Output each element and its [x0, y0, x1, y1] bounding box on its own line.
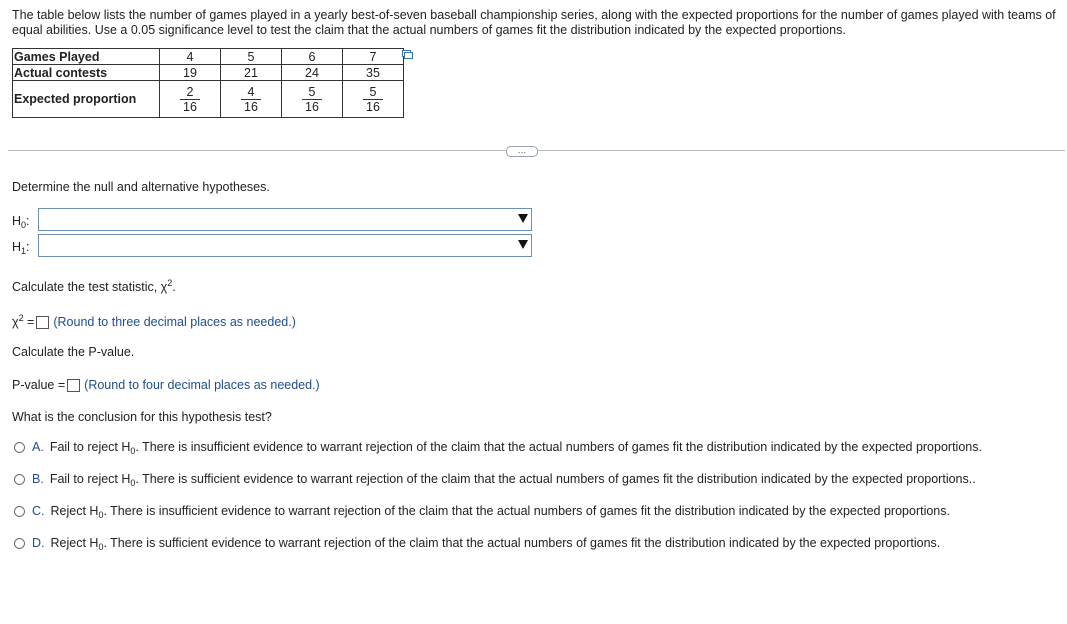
dropdown-arrow-icon: [518, 240, 528, 249]
actual-cell: 35: [343, 65, 404, 81]
p-value-prompt: Calculate the P-value.: [12, 345, 135, 359]
table-row-expected: [13, 81, 404, 118]
option-subscript: 0: [130, 478, 136, 488]
option-letter: A.: [32, 440, 44, 454]
fraction-numerator: 2: [180, 85, 200, 100]
h1-colon: :: [26, 240, 30, 254]
fraction: [302, 85, 322, 114]
h1-dropdown[interactable]: [38, 234, 532, 257]
radio-d[interactable]: [14, 538, 25, 549]
copy-data-icon[interactable]: [402, 50, 413, 59]
option-subscript: 0: [98, 510, 104, 520]
fraction-numerator: 4: [241, 85, 261, 100]
p-value-hint: (Round to four decimal places as needed.): [84, 378, 320, 392]
p-value-input[interactable]: [67, 379, 80, 392]
table-row-actual: [13, 65, 404, 81]
option-subscript: 0: [98, 542, 104, 552]
actual-cell: 21: [221, 65, 282, 81]
fraction: [180, 85, 200, 114]
chi-square-exponent: 2: [167, 278, 173, 288]
test-statistic-prompt-text: Calculate the test statistic, χ: [12, 280, 168, 294]
dropdown-arrow-icon: [518, 214, 528, 223]
fraction-denominator: 16: [244, 99, 258, 114]
fraction-denominator: 16: [305, 99, 319, 114]
p-value-row: [12, 378, 320, 392]
option-a[interactable]: [14, 440, 982, 456]
row-label-expected: Expected proportion: [13, 81, 160, 118]
row-label-games: Games Played: [13, 49, 160, 65]
option-text-pre: Fail to reject H: [49, 472, 131, 486]
option-b[interactable]: [14, 472, 976, 488]
h0-letter: H: [12, 214, 22, 228]
option-subscript: 0: [130, 446, 136, 456]
fraction-denominator: 16: [183, 99, 197, 114]
h1-subscript: 1: [21, 246, 27, 256]
h1-dropdown-toggle[interactable]: [515, 235, 531, 256]
games-cell: 7: [343, 49, 404, 65]
expected-cell: [160, 81, 221, 118]
p-value-label: P-value =: [12, 378, 66, 392]
problem-statement: The table below lists the number of games played in a yearly best-of-seven baseball championship series, along with the expected proportions for the number of games played with teams of equal abilities. Use a 0.05 significance level to test the claim that the actual numbers of games fit the distribution indicated by the expected proportions.: [12, 8, 1056, 37]
option-text-pre: Reject H: [50, 504, 99, 518]
radio-c[interactable]: [14, 506, 25, 517]
fraction-denominator: 16: [366, 99, 380, 114]
test-statistic-prompt: [12, 278, 176, 294]
chi-square-symbol: χ: [12, 315, 19, 329]
option-d[interactable]: [14, 536, 940, 552]
h1-label: [12, 240, 30, 256]
option-text-pre: Reject H: [50, 536, 99, 550]
fraction: [363, 85, 383, 114]
chi-square-equals: =: [23, 315, 35, 329]
option-text-pre: Fail to reject H: [49, 440, 131, 454]
fraction: [241, 85, 261, 114]
option-text-post: . There is insufficient evidence to warrant rejection of the claim that the actual numbers of games fit the distribution indicated by the expected proportions.: [135, 440, 982, 454]
games-cell: 5: [221, 49, 282, 65]
test-statistic-row: [12, 313, 296, 329]
games-cell: 6: [282, 49, 343, 65]
fraction-numerator: 5: [302, 85, 322, 100]
option-text-post: . There is insufficient evidence to warrant rejection of the claim that the actual numbers of games fit the distribution indicated by the expected proportions.: [103, 504, 950, 518]
option-c[interactable]: [14, 504, 950, 520]
hypotheses-prompt: Determine the null and alternative hypotheses.: [12, 180, 270, 194]
chi-square-label-exponent: 2: [18, 313, 24, 323]
games-table: [12, 48, 404, 118]
test-statistic-hint: (Round to three decimal places as needed.): [53, 315, 296, 329]
table-row-games: [13, 49, 404, 65]
test-statistic-input[interactable]: [36, 316, 49, 329]
h0-colon: :: [26, 214, 30, 228]
option-text-post: . There is sufficient evidence to warrant rejection of the claim that the actual numbers of games fit the distribution indicated by the expected proportions..: [135, 472, 976, 486]
conclusion-prompt: What is the conclusion for this hypothesis test?: [12, 410, 272, 424]
fraction-numerator: 5: [363, 85, 383, 100]
h0-label: [12, 214, 30, 230]
option-letter: C.: [32, 504, 45, 518]
option-letter: B.: [32, 472, 44, 486]
radio-a[interactable]: [14, 442, 25, 453]
h0-dropdown-toggle[interactable]: [515, 209, 531, 230]
radio-b[interactable]: [14, 474, 25, 485]
test-statistic-prompt-end: .: [172, 280, 176, 294]
expected-cell: [282, 81, 343, 118]
expand-more-button[interactable]: …: [506, 146, 538, 157]
expected-cell: [343, 81, 404, 118]
actual-cell: 24: [282, 65, 343, 81]
h1-letter: H: [12, 240, 22, 254]
h0-subscript: 0: [21, 220, 27, 230]
games-cell: 4: [160, 49, 221, 65]
option-text-post: . There is sufficient evidence to warrant rejection of the claim that the actual numbers of games fit the distribution indicated by the expected proportions.: [103, 536, 941, 550]
h0-dropdown[interactable]: [38, 208, 532, 231]
row-label-actual: Actual contests: [13, 65, 160, 81]
expected-cell: [221, 81, 282, 118]
actual-cell: 19: [160, 65, 221, 81]
option-letter: D.: [32, 536, 45, 550]
